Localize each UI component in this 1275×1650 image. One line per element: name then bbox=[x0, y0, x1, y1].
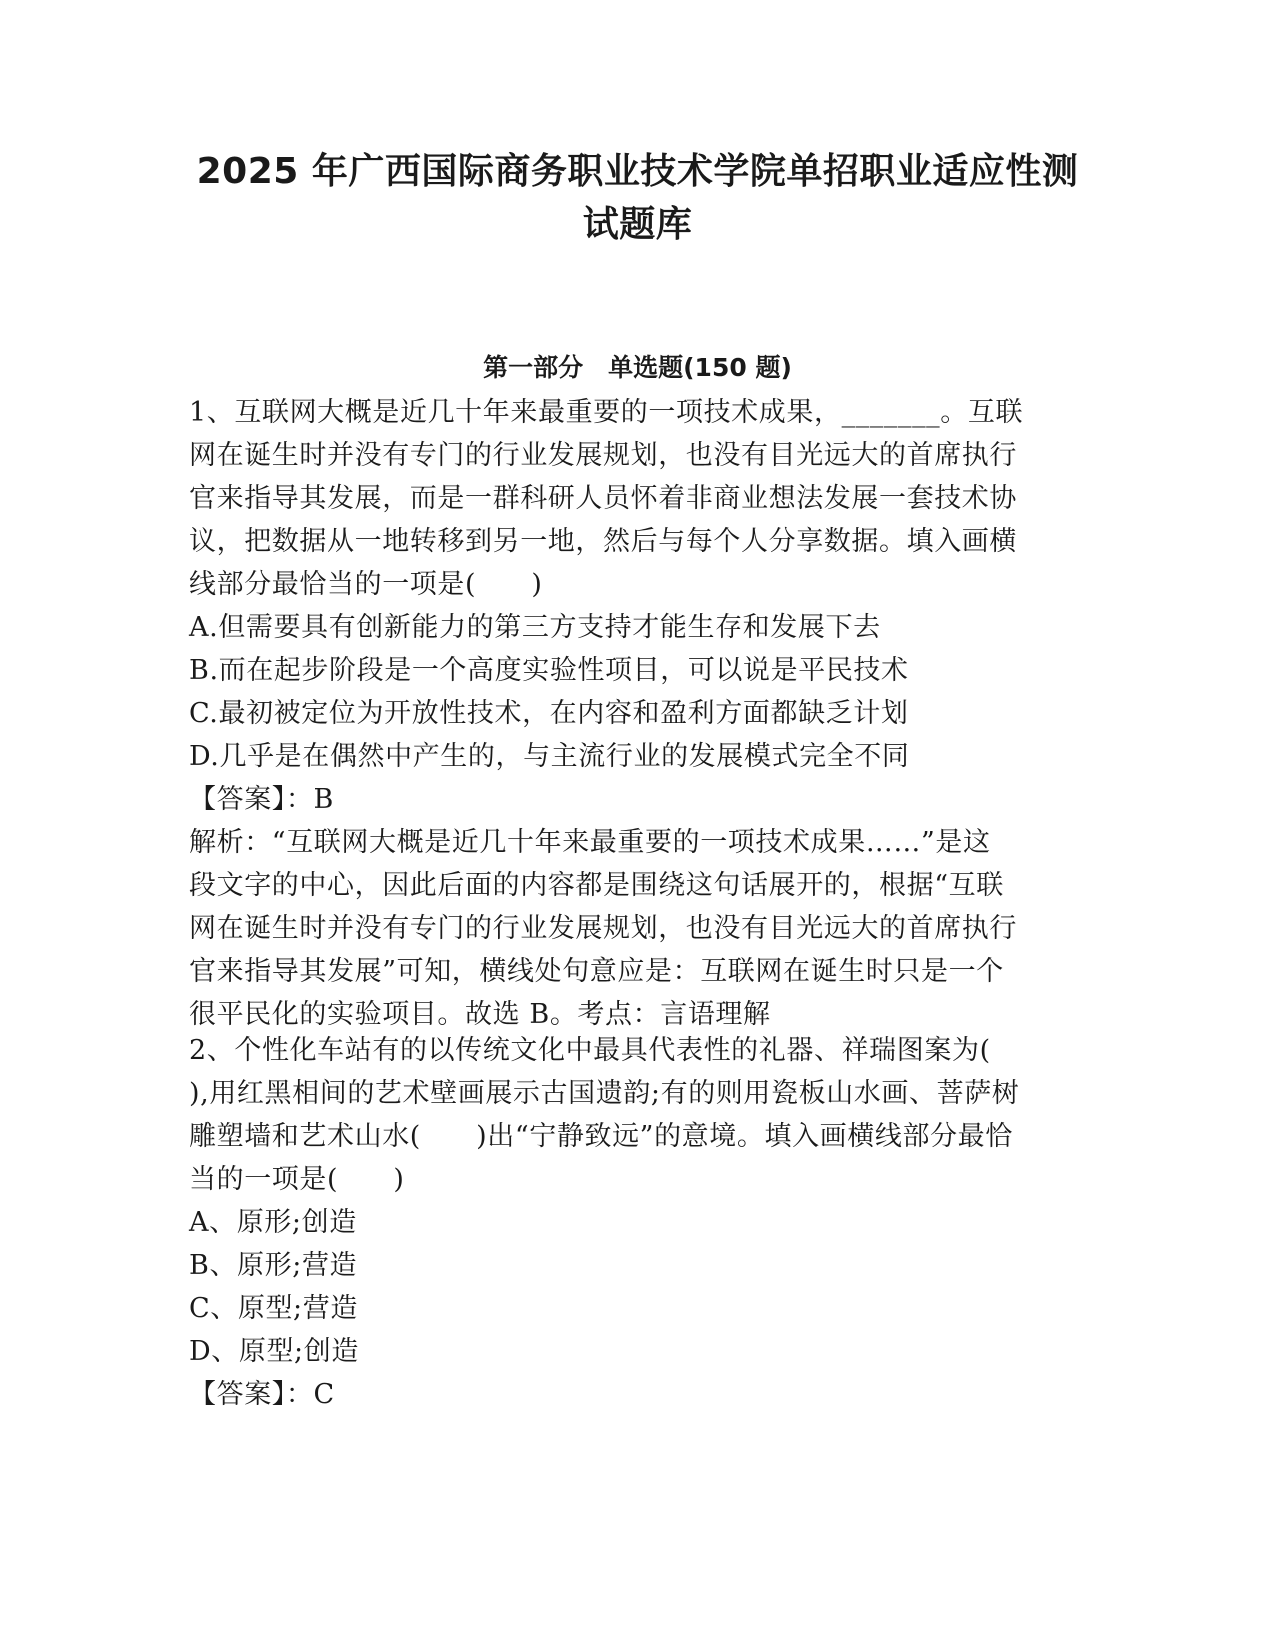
option-d: D、原型;创造 bbox=[189, 1336, 359, 1367]
stem-line: 2、个性化车站有的以传统文化中最具代表性的礼器、祥瑞图案为( bbox=[189, 1035, 991, 1066]
stem-line: 当的一项是( ) bbox=[189, 1164, 405, 1195]
title-line-1: 2025 年广西国际商务职业技术学院单招职业适应性测 bbox=[196, 151, 1079, 192]
option-b: B、原形;营造 bbox=[189, 1250, 358, 1281]
stem-line: 雕塑墙和艺术山水( )出“宁静致远”的意境。填入画横线部分最恰 bbox=[189, 1121, 1013, 1152]
question-1-options bbox=[189, 606, 1071, 778]
question-2-options bbox=[189, 1201, 1071, 1373]
stem-line: 网在诞生时并没有专门的行业发展规划，也没有目光远大的首席执行 bbox=[189, 440, 1017, 471]
option-a: A.但需要具有创新能力的第三方支持才能生存和发展下去 bbox=[189, 612, 881, 643]
analysis-line: 解析：“互联网大概是近几十年来最重要的一项技术成果……”是这 bbox=[189, 827, 991, 858]
option-d: D.几乎是在偶然中产生的，与主流行业的发展模式完全不同 bbox=[189, 741, 910, 772]
option-b: B.而在起步阶段是一个高度实验性项目，可以说是平民技术 bbox=[189, 655, 909, 686]
option-a: A、原形;创造 bbox=[189, 1207, 357, 1238]
stem-line: 官来指导其发展，而是一群科研人员怀着非商业想法发展一套技术协 bbox=[189, 483, 1017, 514]
stem-line: 议，把数据从一地转移到另一地，然后与每个人分享数据。填入画横 bbox=[189, 526, 1017, 557]
document-title bbox=[150, 143, 1125, 194]
stem-line: 1、互联网大概是近几十年来最重要的一项技术成果，_______。互联 bbox=[189, 397, 1024, 428]
title-line-2: 试题库 bbox=[582, 204, 693, 245]
analysis-line: 官来指导其发展”可知，横线处句意应是：互联网在诞生时只是一个 bbox=[189, 956, 1004, 987]
document-title-continued bbox=[150, 196, 1125, 247]
stem-line: ),用红黑相间的艺术壁画展示古国遗韵;有的则用瓷板山水画、菩萨树 bbox=[189, 1078, 1020, 1109]
question-2 bbox=[189, 1029, 1071, 1416]
option-c: C.最初被定位为开放性技术，在内容和盈利方面都缺乏计划 bbox=[189, 698, 909, 729]
question-2-answer: 【答案】：C bbox=[189, 1379, 335, 1410]
question-1-answer: 【答案】：B bbox=[189, 784, 334, 815]
analysis-line: 很平民化的实验项目。故选 B。考点：言语理解 bbox=[189, 999, 771, 1030]
stem-line: 线部分最恰当的一项是( ) bbox=[189, 569, 543, 600]
analysis-line: 段文字的中心，因此后面的内容都是围绕这句话展开的，根据“互联 bbox=[189, 870, 1004, 901]
question-1 bbox=[189, 391, 1071, 1036]
question-1-stem bbox=[189, 391, 1071, 606]
option-c: C、原型;营造 bbox=[189, 1293, 358, 1324]
question-1-analysis bbox=[189, 821, 1071, 1036]
question-2-stem bbox=[189, 1029, 1071, 1201]
analysis-line: 网在诞生时并没有专门的行业发展规划，也没有目光远大的首席执行 bbox=[189, 913, 1017, 944]
section-heading: 第一部分 单选题(150 题) bbox=[483, 353, 792, 382]
